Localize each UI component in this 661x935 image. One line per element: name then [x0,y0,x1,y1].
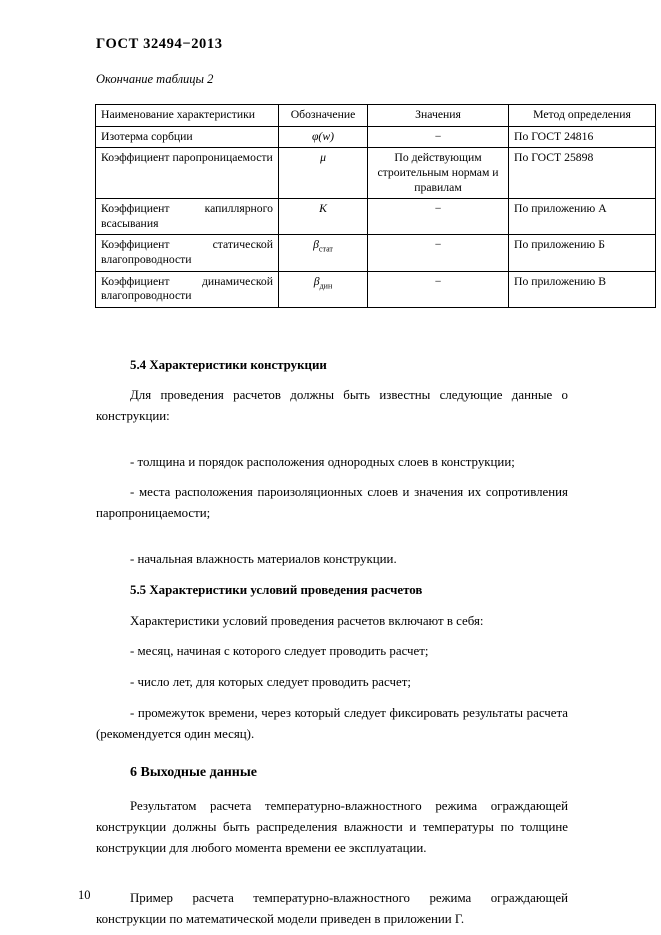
cell-method: По ГОСТ 24816 [509,126,656,148]
cell-name: Коэффициент паропроницаемости [96,148,279,199]
cell-value: − [368,235,509,271]
section-5-4-heading: 5.4 Характеристики конструкции [130,358,327,372]
section-5-4-item-2: - места расположения пароизоляционных слоев и значения их сопротивления паропроницаемости; [96,485,568,520]
section-5-5-item-1: - месяц, начиная с которого следует проводить расчет; [130,644,429,658]
standard-header: ГОСТ 32494−2013 [96,36,223,52]
table-row [96,148,656,199]
cell-symbol: $\beta_{дин}$ [279,271,368,307]
cell-method: По ГОСТ 25898 [509,148,656,199]
table-row [96,235,656,271]
column-header-name: Наименование характеристики [96,105,279,127]
cell-method: По приложению В [509,271,656,307]
section-5-5-intro: Характеристики условий проведения расчетов включают в себя: [130,614,484,628]
section-5-5-heading: 5.5 Характеристики условий проведения расчетов [130,583,423,597]
cell-name: Коэффициент динамической влагопроводности [96,271,279,307]
section-6-paragraph-1: Результатом расчета температурно-влажностного режима ограждающей конструкции должны быть распределения влажности и температуры по толщине конструкции для любого момента времени ее эксплуатации. [96,799,568,855]
cell-method: По приложению А [509,199,656,235]
cell-symbol: μ [279,148,368,199]
section-5-5-item-2: - число лет, для которых следует проводить расчет; [130,675,411,689]
cell-value: − [368,199,509,235]
table-row [96,126,656,148]
table-header-row [96,105,656,127]
section-5-4-item-3: - начальная влажность материалов конструкции. [130,552,397,566]
table-row [96,199,656,235]
cell-symbol: $\beta_{стат}$ [279,235,368,271]
section-5-4-intro: Для проведения расчетов должны быть известны следующие данные о конструкции: [96,388,568,423]
table-caption: Окончание таблицы 2 [96,72,214,86]
section-5-5-item-3: - промежуток времени, через который следует фиксировать результаты расчета (рекомендуется один месяц). [96,706,568,741]
cell-name: Изотерма сорбции [96,126,279,148]
cell-name: Коэффициент капиллярного всасывания [96,199,279,235]
table-row [96,271,656,307]
section-6-heading: 6 Выходные данные [130,765,257,780]
cell-symbol: K [279,199,368,235]
section-6-paragraph-2: Пример расчета температурно-влажностного режима ограждающей конструкции по математической модели приведен в приложении Г. [96,891,568,926]
column-header-method: Метод определения [509,105,656,127]
cell-value: − [368,271,509,307]
cell-method: По приложению Б [509,235,656,271]
characteristics-table [95,104,656,308]
cell-name: Коэффициент статической влагопроводности [96,235,279,271]
cell-value: − [368,126,509,148]
column-header-value: Значения [368,105,509,127]
cell-value: По действующим строительным нормам и правилам [368,148,509,199]
column-header-symbol: Обозначение [279,105,368,127]
cell-symbol: φ(w) [279,126,368,148]
page-number: 10 [78,888,91,902]
section-5-4-item-1: - толщина и порядок расположения однородных слоев в конструкции; [130,455,515,469]
